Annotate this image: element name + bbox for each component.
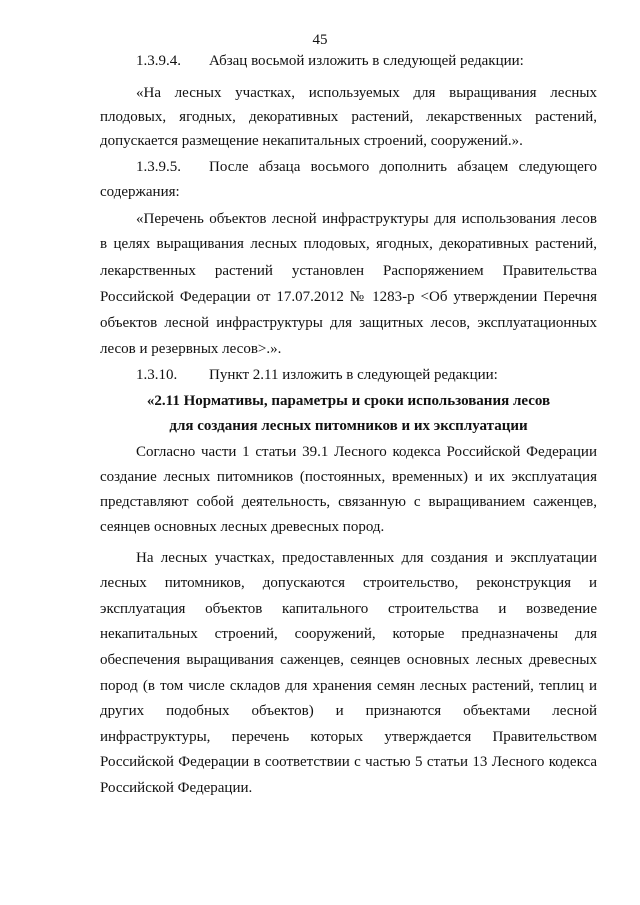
para1-line-4: сеянцев основных лесных древесных пород. (100, 519, 385, 535)
quote-1395-line-6: лесов и резервных лесов>.». (100, 341, 282, 357)
para2-line-10: Российской Федерации. (100, 780, 253, 796)
quote-1395-line-4: Российской Федерации от 17.07.2012 № 1283-р <Об утверждении Перечня (100, 289, 597, 305)
para1-line-3: представляют собой деятельность, связанную с выращиванием саженцев, (100, 494, 597, 510)
item-1395-line-2: содержания: (100, 184, 180, 200)
para2-line-5: обеспечения выращивания саженцев, сеянцев основных лесных древесных (100, 652, 597, 668)
para1-line-1: Согласно части 1 статьи 39.1 Лесного кодекса Российской Федерации (136, 444, 597, 460)
para2-line-6: пород (в том числе складов для хранения семян лесных растений, теплиц и (100, 678, 597, 694)
para2-line-2: лесных питомников, допускаются строительство, реконструкция и (100, 575, 597, 591)
quote-1395-line-2: в целях выращивания лесных плодовых, ягодных, декоративных растений, (100, 236, 597, 252)
para2-line-4: некапитальных строений, сооружений, которые предназначены для (100, 626, 597, 642)
quote-1395-line-5: объектов лесной инфраструктуры для защитных лесов, эксплуатационных (100, 315, 597, 331)
item-1310-number: 1.3.10. (136, 367, 178, 383)
item-1310-line (136, 365, 597, 385)
quote-1395-line-1: «Перечень объектов лесной инфраструктуры для использования лесов (136, 211, 597, 227)
page-number: 45 (312, 32, 328, 48)
item-1394-number: 1.3.9.4. (136, 53, 181, 69)
para2-line-7: других подобных объектов) и признаются объектами лесной (100, 703, 597, 719)
quote-1394-line-1: «На лесных участках, используемых для выращивания лесных (136, 85, 597, 101)
para1-line-2: создание лесных питомников (постоянных, временных) и их эксплуатация (100, 469, 597, 485)
item-1310-text: Пункт 2.11 изложить в следующей редакции: (209, 367, 498, 383)
para2-line-9: Российской Федерации в соответствии с частью 5 статьи 13 Лесного кодекса (100, 754, 597, 770)
para2-line-1: На лесных участках, предоставленных для создания и эксплуатации (136, 550, 597, 566)
section-heading-line-1: «2.11 Нормативы, параметры и сроки использования лесов (146, 393, 551, 409)
quote-1394-line-2: плодовых, ягодных, декоративных растений, лекарственных растений, (100, 109, 597, 125)
para2-line-8: инфраструктуры, перечень которых утверждается Правительством (100, 729, 597, 745)
item-1394-text: Абзац восьмой изложить в следующей редакции: (209, 53, 524, 69)
quote-1395-line-3: лекарственных растений установлен Распоряжением Правительства (100, 263, 597, 279)
item-1395-text-1: После абзаца восьмого дополнить абзацем следующего (209, 159, 597, 175)
section-heading-line-2: для создания лесных питомников и их эксплуатации (169, 418, 528, 434)
item-1394-line (136, 51, 597, 71)
item-1395-line-1 (136, 157, 597, 177)
quote-1394-line-3: допускается размещение некапитальных строений, сооружений.». (100, 133, 523, 149)
para2-line-3: эксплуатация объектов капитального строительства и возведение (100, 601, 597, 617)
item-1395-number: 1.3.9.5. (136, 159, 181, 175)
